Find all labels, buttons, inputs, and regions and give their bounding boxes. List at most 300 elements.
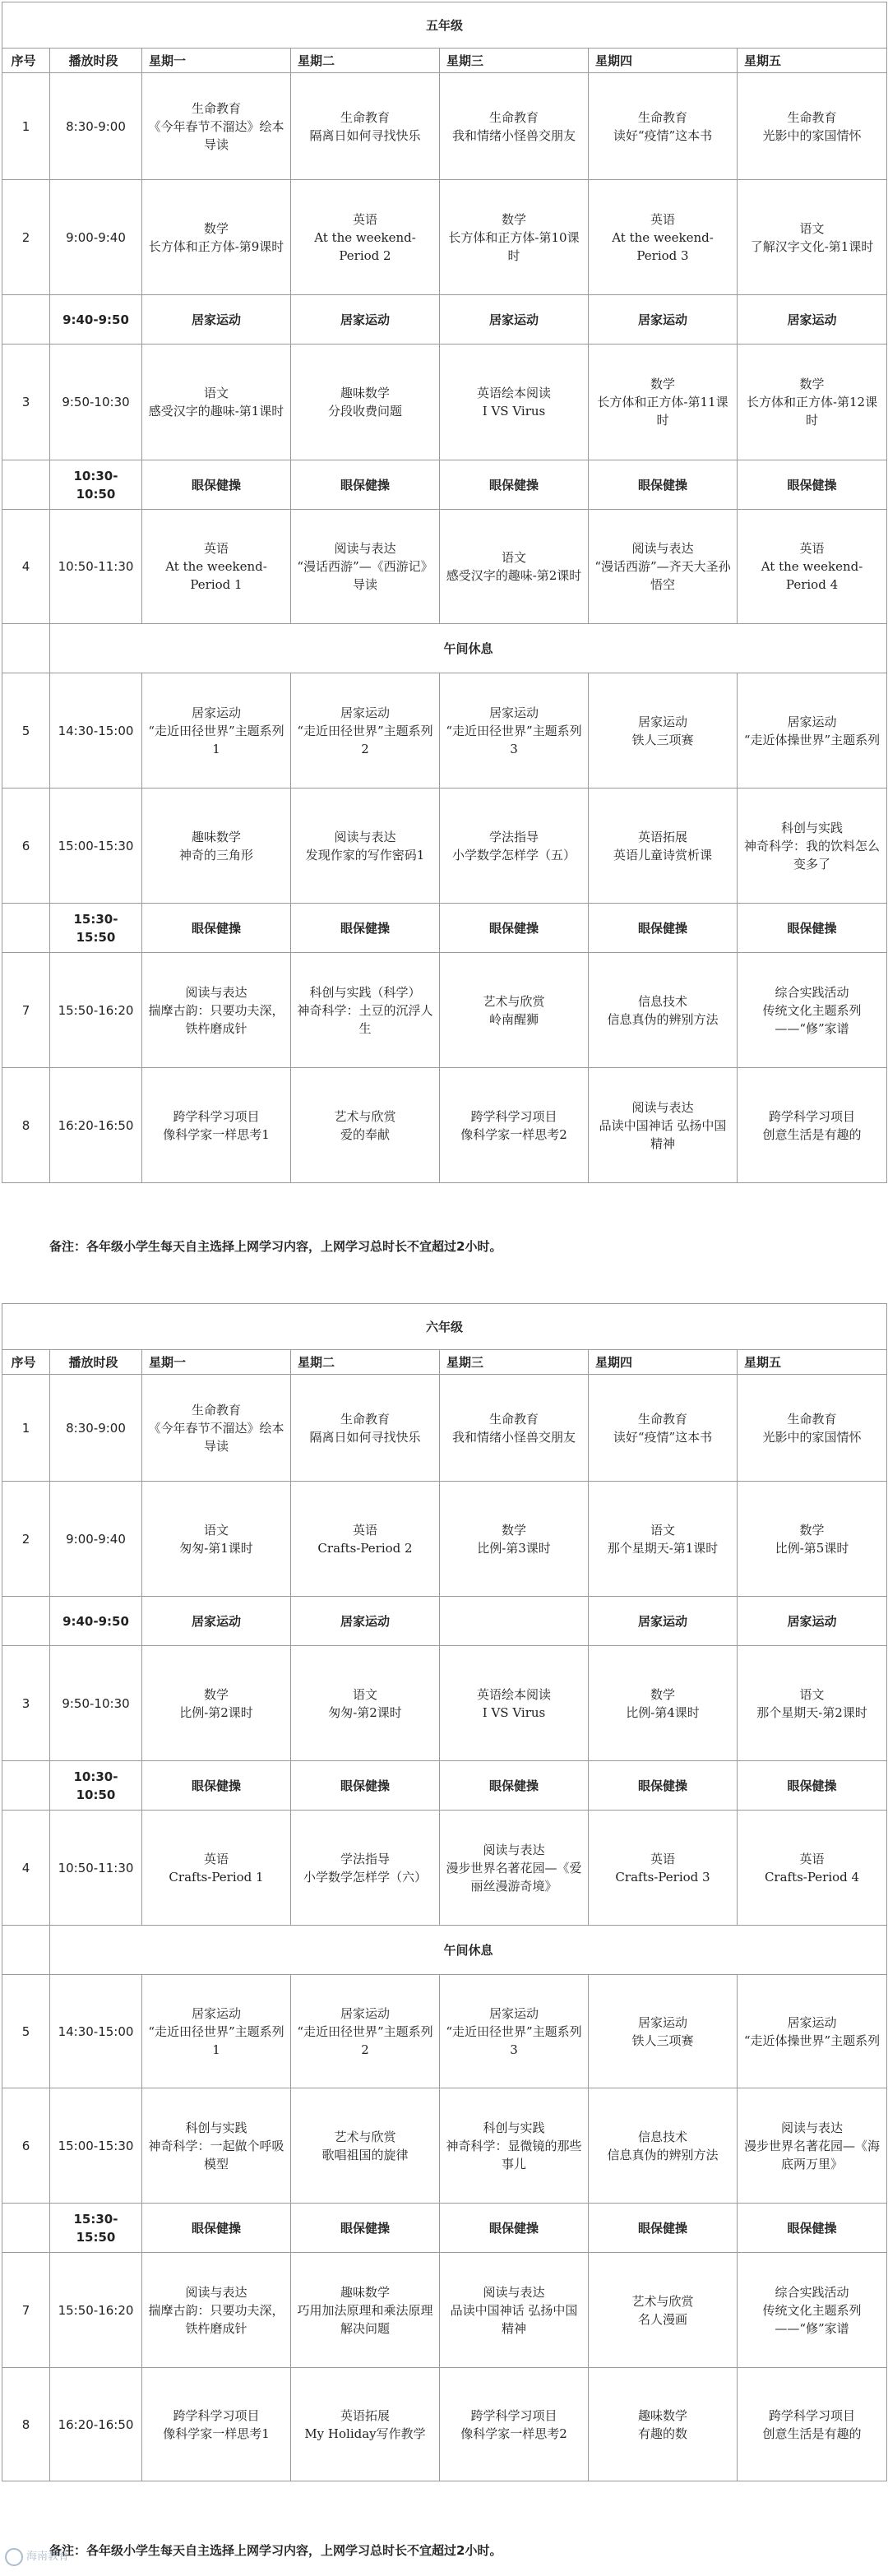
time-slot: 10:30-10:50: [50, 1761, 142, 1811]
lesson-topic: 品读中国神话 弘扬中国精神: [599, 1117, 727, 1151]
lesson-subject: 英语绘本阅读: [476, 1686, 551, 1702]
lesson-topic: At the weekend-Period 1: [165, 559, 267, 592]
lesson-topic: At the weekend-Period 4: [761, 559, 863, 592]
lesson-cell: [291, 345, 440, 460]
lesson-topic: 比例-第4课时: [626, 1704, 700, 1720]
lesson-topic: 那个星期天-第2课时: [756, 1704, 867, 1720]
time-slot: 16:20-16:50: [50, 1068, 142, 1183]
lesson-cell: [291, 953, 440, 1068]
break-cell: 眼保健操: [291, 2204, 440, 2253]
lesson-topic: Crafts-Period 3: [615, 1869, 710, 1885]
row-number: 2: [2, 1482, 50, 1597]
row-number: [2, 904, 50, 953]
time-slot: 16:20-16:50: [50, 2368, 142, 2481]
lesson-subject: 阅读与表达: [631, 1099, 694, 1115]
noon-break-label: 午间休息: [50, 1926, 887, 1975]
lesson-subject: 趣味数学: [191, 829, 241, 844]
table-row: [2, 1068, 887, 1183]
lesson-topic: “走近体操世界”主题系列: [743, 2033, 881, 2048]
lesson-topic: 匆匆-第2课时: [328, 1704, 402, 1720]
lesson-cell: [738, 673, 887, 789]
row-number: 4: [2, 1811, 50, 1926]
break-cell: 眼保健操: [589, 460, 738, 510]
lesson-cell: [142, 673, 291, 789]
table-row: [2, 1482, 887, 1597]
row-number: 3: [2, 1646, 50, 1761]
lesson-cell: [440, 510, 589, 624]
time-slot: 15:00-15:30: [50, 789, 142, 904]
lesson-topic: 创意生活是有趣的: [762, 1126, 862, 1142]
lesson-cell: [589, 789, 738, 904]
lesson-cell: [291, 1068, 440, 1183]
lesson-topic: 我和情绪小怪兽交朋友: [451, 1429, 576, 1445]
lesson-topic: 信息真伪的辨别方法: [607, 1011, 719, 1027]
table-row: [2, 2253, 887, 2368]
lesson-cell: [440, 2253, 589, 2368]
lesson-topic: 长方体和正方体-第12课时: [746, 395, 878, 428]
col-header-mon: 星期一: [142, 49, 291, 73]
time-slot: 9:00-9:40: [50, 180, 142, 295]
lesson-cell: [142, 180, 291, 295]
grade5-note: 备注：各年级小学生每天自主选择上网学习内容，上网学习总时长不宜超过2小时。: [49, 1239, 502, 1254]
lesson-topic: 品读中国神话 弘扬中国精神: [450, 2302, 578, 2336]
lesson-cell: [589, 73, 738, 180]
lesson-subject: 阅读与表达: [334, 541, 396, 556]
break-cell: 眼保健操: [291, 904, 440, 953]
lesson-topic: 岭南醒狮: [488, 1011, 539, 1027]
lesson-cell: [589, 1068, 738, 1183]
table-row: [2, 180, 887, 295]
lesson-subject: 数学: [650, 1686, 675, 1702]
lesson-subject: 英语拓展: [340, 2407, 390, 2423]
lesson-subject: 阅读与表达: [483, 1842, 545, 1857]
lesson-cell: [440, 673, 589, 789]
lesson-subject: 数学: [799, 377, 825, 391]
lesson-subject: 生命教育: [488, 109, 539, 125]
lesson-subject: 跨学科学习项目: [173, 1108, 260, 1124]
lesson-topic: 名人漫画: [637, 2311, 687, 2327]
lesson-topic: “走近田径世界”主题系列1: [148, 723, 284, 756]
lesson-subject: 语文: [352, 1686, 377, 1702]
lesson-subject: 居家运动: [191, 2005, 241, 2021]
lesson-subject: 生命教育: [637, 109, 687, 125]
break-cell: 居家运动: [738, 1597, 887, 1646]
lesson-subject: 居家运动: [340, 705, 390, 720]
col-header-no: 序号: [2, 49, 50, 73]
time-slot: 9:40-9:50: [50, 295, 142, 345]
lesson-subject: 跨学科学习项目: [769, 2407, 856, 2423]
lesson-cell: [440, 1375, 589, 1482]
break-cell: 眼保健操: [589, 2204, 738, 2253]
watermark-logo-icon: [5, 2548, 23, 2566]
row-number: 8: [2, 2368, 50, 2481]
break-cell: 居家运动: [142, 295, 291, 345]
grade6-note: 备注：各年级小学生每天自主选择上网学习内容，上网学习总时长不宜超过2小时。: [49, 2543, 502, 2558]
break-cell: 眼保健操: [440, 1761, 589, 1811]
break-cell: 眼保健操: [440, 460, 589, 510]
lesson-cell: [291, 180, 440, 295]
col-header-no: 序号: [2, 1350, 50, 1375]
lesson-topic: “走近田径世界”主题系列3: [446, 723, 582, 756]
row-number: 5: [2, 1975, 50, 2088]
lesson-topic: 像科学家一样思考1: [163, 1126, 270, 1142]
lesson-subject: 科创与实践: [781, 820, 844, 835]
lesson-topic: 长方体和正方体-第9课时: [148, 238, 284, 254]
lesson-topic: 信息真伪的辨别方法: [607, 2147, 719, 2162]
table-row: [2, 2088, 887, 2204]
lesson-subject: 科创与实践（科学）: [309, 984, 421, 1000]
break-cell: 居家运动: [291, 295, 440, 345]
lesson-cell: [738, 510, 887, 624]
lesson-topic: 《今年春节不溜达》绘本导读: [148, 1420, 284, 1454]
row-number: [2, 1761, 50, 1811]
lesson-topic: 神奇科学：一起做个呼吸模型: [148, 2138, 284, 2171]
break-cell: 眼保健操: [738, 460, 887, 510]
lesson-cell: [589, 2253, 738, 2368]
lesson-subject: 趣味数学: [637, 2407, 687, 2423]
lesson-subject: 阅读与表达: [483, 2284, 545, 2300]
noon-break-row: [2, 624, 887, 673]
lesson-cell: [738, 2253, 887, 2368]
break-cell: 居家运动: [291, 1597, 440, 1646]
watermark: [5, 2547, 69, 2566]
row-number: [2, 460, 50, 510]
lesson-topic: 传统文化主题系列——“修”家谱: [762, 2302, 862, 2336]
lesson-topic: 英语儿童诗赏析课: [613, 847, 712, 863]
lesson-topic: 比例-第5课时: [775, 1540, 849, 1556]
lesson-cell: [738, 1068, 887, 1183]
lesson-subject: 科创与实践: [185, 2120, 247, 2135]
break-cell: 居家运动: [589, 1597, 738, 1646]
lesson-topic: “漫话西游”—《西游记》导读: [297, 559, 433, 592]
lesson-subject: 趣味数学: [340, 2284, 390, 2300]
lesson-topic: “走近体操世界”主题系列: [743, 732, 881, 747]
grade5-schedule-table: [2, 2, 887, 1183]
lesson-subject: 阅读与表达: [631, 541, 694, 556]
lesson-cell: [142, 953, 291, 1068]
break-cell: 眼保健操: [440, 2204, 589, 2253]
lesson-cell: [738, 345, 887, 460]
table-row: [2, 345, 887, 460]
break-cell: 眼保健操: [738, 904, 887, 953]
lesson-cell: [738, 73, 887, 180]
lesson-topic: 长方体和正方体-第11课时: [597, 395, 728, 428]
break-row: [2, 295, 887, 345]
lesson-topic: My Holiday写作教学: [304, 2426, 426, 2441]
break-cell: 眼保健操: [589, 904, 738, 953]
time-slot: 9:40-9:50: [50, 1597, 142, 1646]
lesson-cell: [291, 789, 440, 904]
lesson-topic: 匆匆-第1课时: [179, 1540, 253, 1556]
table-row: [2, 953, 887, 1068]
row-number: [2, 1926, 50, 1975]
row-number: 1: [2, 1375, 50, 1482]
lesson-subject: 居家运动: [787, 714, 837, 729]
col-header-mon: 星期一: [142, 1350, 291, 1375]
lesson-topic: 巧用加法原理和乘法原理解决问题: [297, 2302, 433, 2336]
break-cell: 眼保健操: [291, 460, 440, 510]
col-header-tue: 星期二: [291, 1350, 440, 1375]
lesson-cell: [142, 1975, 291, 2088]
time-slot: 9:00-9:40: [50, 1482, 142, 1597]
lesson-subject: 数学: [799, 1522, 825, 1538]
lesson-topic: 神奇科学：我的饮料怎么变多了: [744, 838, 881, 872]
lesson-subject: 信息技术: [637, 993, 687, 1009]
break-row: [2, 2204, 887, 2253]
time-slot: 15:00-15:30: [50, 2088, 142, 2204]
lesson-topic: 铁人三项赛: [631, 732, 694, 747]
lesson-cell: [589, 2088, 738, 2204]
time-slot: 10:50-11:30: [50, 510, 142, 624]
lesson-subject: 英语绘本阅读: [476, 386, 551, 400]
table-row: [2, 510, 887, 624]
lesson-subject: 生命教育: [637, 1411, 687, 1427]
lesson-topic: 创意生活是有趣的: [762, 2426, 862, 2441]
lesson-subject: 学法指导: [340, 1851, 390, 1866]
lesson-topic: 神奇的三角形: [178, 847, 253, 863]
time-slot: 8:30-9:00: [50, 1375, 142, 1482]
lesson-topic: 读好“疫情”这本书: [613, 1429, 713, 1445]
lesson-subject: 跨学科学习项目: [769, 1108, 856, 1124]
col-header-thu: 星期四: [589, 1350, 738, 1375]
lesson-subject: 居家运动: [340, 2005, 390, 2021]
lesson-cell: [291, 673, 440, 789]
lesson-cell: [142, 345, 291, 460]
lesson-subject: 综合实践活动: [775, 2284, 849, 2300]
lesson-cell: [440, 345, 589, 460]
break-row: [2, 460, 887, 510]
row-number: 3: [2, 345, 50, 460]
row-number: [2, 1597, 50, 1646]
time-slot: 15:30-15:50: [50, 2204, 142, 2253]
lesson-subject: 生命教育: [787, 1411, 837, 1427]
lesson-cell: [142, 73, 291, 180]
lesson-cell: [142, 1375, 291, 1482]
lesson-topic: 铁人三项赛: [631, 2033, 694, 2048]
lesson-topic: 爱的奉献: [340, 1126, 390, 1142]
lesson-subject: 阅读与表达: [781, 2120, 844, 2135]
lesson-topic: 比例-第3课时: [477, 1540, 551, 1556]
break-cell: 眼保健操: [142, 2204, 291, 2253]
row-number: 2: [2, 180, 50, 295]
break-cell: 居家运动: [738, 295, 887, 345]
watermark-text: 海南教育: [26, 2551, 70, 2563]
lesson-topic: 传统文化主题系列——“修”家谱: [762, 1002, 862, 1036]
lesson-cell: [589, 953, 738, 1068]
lesson-topic: Crafts-Period 2: [317, 1540, 413, 1556]
lesson-topic: At the weekend-Period 3: [612, 229, 714, 263]
lesson-subject: 英语: [203, 1851, 229, 1866]
lesson-subject: 数学: [650, 377, 675, 391]
lesson-cell: [291, 1375, 440, 1482]
lesson-cell: [589, 1975, 738, 2088]
lesson-subject: 英语拓展: [637, 829, 687, 844]
table-row: [2, 673, 887, 789]
lesson-cell: [440, 1975, 589, 2088]
lesson-topic: “漫话西游”—齐天大圣孙悟空: [594, 559, 731, 592]
lesson-cell: [440, 2368, 589, 2481]
table-row: [2, 1375, 887, 1482]
lesson-cell: [738, 180, 887, 295]
lesson-subject: 语文: [203, 1522, 229, 1538]
lesson-subject: 学法指导: [488, 829, 539, 844]
time-slot: 10:30-10:50: [50, 460, 142, 510]
lesson-subject: 阅读与表达: [185, 984, 247, 1000]
time-slot: 10:50-11:30: [50, 1811, 142, 1926]
lesson-subject: 英语: [799, 1851, 825, 1866]
table-row: [2, 1975, 887, 2088]
lesson-subject: 数学: [203, 1686, 229, 1702]
lesson-subject: 英语: [352, 1522, 377, 1538]
break-cell: 眼保健操: [291, 1761, 440, 1811]
lesson-topic: Crafts-Period 4: [764, 1869, 860, 1885]
lesson-subject: 阅读与表达: [334, 829, 396, 844]
lesson-cell: [589, 1646, 738, 1761]
lesson-cell: [291, 1482, 440, 1597]
lesson-topic: 小学数学怎样学（六）: [303, 1869, 427, 1885]
lesson-cell: [738, 789, 887, 904]
lesson-subject: 数学: [501, 211, 526, 227]
lesson-cell: [291, 2088, 440, 2204]
lesson-topic: 神奇科学：土豆的沉浮人生: [297, 1002, 433, 1036]
row-number: [2, 295, 50, 345]
lesson-cell: [440, 1811, 589, 1926]
lesson-topic: “走近田径世界”主题系列1: [148, 2023, 284, 2057]
lesson-cell: [440, 953, 589, 1068]
noon-break-label: 午间休息: [50, 624, 887, 673]
lesson-cell: [589, 1482, 738, 1597]
lesson-topic: 漫步世界名著花园—《海底两万里》: [744, 2138, 881, 2171]
lesson-subject: 语文: [501, 550, 526, 565]
lesson-subject: 生命教育: [340, 1411, 390, 1427]
row-number: 5: [2, 673, 50, 789]
lesson-topic: “走近田径世界”主题系列2: [297, 2023, 433, 2057]
lesson-topic: 有趣的数: [637, 2426, 687, 2441]
lesson-cell: [738, 953, 887, 1068]
lesson-cell: [738, 1646, 887, 1761]
lesson-subject: 英语: [352, 211, 377, 227]
lesson-subject: 艺术与欣赏: [483, 993, 545, 1009]
lesson-cell: [589, 1375, 738, 1482]
noon-break-row: [2, 1926, 887, 1975]
col-header-thu: 星期四: [589, 49, 738, 73]
lesson-cell: [291, 510, 440, 624]
lesson-subject: 居家运动: [488, 2005, 539, 2021]
lesson-subject: 英语: [203, 541, 229, 556]
lesson-subject: 居家运动: [637, 714, 687, 729]
break-cell: 眼保健操: [738, 2204, 887, 2253]
table-row: [2, 1811, 887, 1926]
lesson-cell: [291, 73, 440, 180]
lesson-subject: 英语: [650, 1851, 675, 1866]
lesson-topic: 像科学家一样思考2: [460, 2426, 567, 2441]
lesson-topic: 漫步世界名著花园—《爱丽丝漫游奇境》: [446, 1860, 582, 1894]
lesson-subject: 艺术与欣赏: [334, 1108, 396, 1124]
lesson-cell: [589, 673, 738, 789]
lesson-topic: 分段收费问题: [327, 404, 402, 419]
lesson-subject: 跨学科学习项目: [470, 1108, 557, 1124]
lesson-cell: [589, 510, 738, 624]
table-row: [2, 789, 887, 904]
grade6-title: 六年级: [2, 1304, 887, 1350]
time-slot: 8:30-9:00: [50, 73, 142, 180]
lesson-subject: 居家运动: [488, 705, 539, 720]
time-slot: 9:50-10:30: [50, 1646, 142, 1761]
break-row: [2, 1597, 887, 1646]
break-cell: 眼保健操: [142, 460, 291, 510]
lesson-topic: 隔离日如何寻找快乐: [309, 1429, 421, 1445]
lesson-cell: [738, 2088, 887, 2204]
grade6-schedule-table: [2, 1303, 887, 2481]
lesson-cell: [738, 1811, 887, 1926]
lesson-cell: [142, 1068, 291, 1183]
lesson-topic: 读好“疫情”这本书: [613, 127, 713, 143]
col-header-tue: 星期二: [291, 49, 440, 73]
lesson-subject: 趣味数学: [340, 386, 390, 400]
row-number: 8: [2, 1068, 50, 1183]
table-row: [2, 2368, 887, 2481]
lesson-subject: 语文: [799, 1686, 825, 1702]
lesson-topic: 比例-第2课时: [179, 1704, 253, 1720]
lesson-cell: [589, 1811, 738, 1926]
break-cell: 居家运动: [142, 1597, 291, 1646]
lesson-topic: 像科学家一样思考2: [460, 1126, 567, 1142]
lesson-topic: 《今年春节不溜达》绘本导读: [148, 118, 284, 152]
lesson-cell: [291, 2253, 440, 2368]
break-cell: 居家运动: [589, 295, 738, 345]
break-cell: 眼保健操: [589, 1761, 738, 1811]
lesson-topic: 那个星期天-第1课时: [607, 1540, 719, 1556]
lesson-subject: 艺术与欣赏: [334, 2129, 396, 2144]
row-number: 7: [2, 2253, 50, 2368]
lesson-cell: [142, 1811, 291, 1926]
lesson-topic: 神奇科学：显微镜的那些事儿: [446, 2138, 582, 2171]
time-slot: 15:30-15:50: [50, 904, 142, 953]
lesson-topic: 隔离日如何寻找快乐: [309, 127, 421, 143]
lesson-subject: 居家运动: [637, 2014, 687, 2030]
lesson-cell: [440, 1646, 589, 1761]
lesson-topic: 像科学家一样思考1: [163, 2426, 270, 2441]
lesson-subject: 综合实践活动: [775, 984, 849, 1000]
time-slot: 15:50-16:20: [50, 953, 142, 1068]
lesson-subject: 跨学科学习项目: [173, 2407, 260, 2423]
lesson-cell: [142, 2088, 291, 2204]
lesson-subject: 艺术与欣赏: [631, 2293, 694, 2309]
lesson-topic: 感受汉字的趣味-第2课时: [446, 568, 582, 583]
lesson-cell: [291, 1646, 440, 1761]
lesson-cell: [440, 2088, 589, 2204]
grade5-title: 五年级: [2, 2, 887, 49]
row-number: 7: [2, 953, 50, 1068]
lesson-subject: 语文: [203, 386, 229, 400]
break-cell: 眼保健操: [738, 1761, 887, 1811]
lesson-cell: [291, 2368, 440, 2481]
row-number: 4: [2, 510, 50, 624]
lesson-topic: 了解汉字文化-第1课时: [750, 238, 874, 254]
lesson-subject: 英语: [799, 541, 825, 556]
row-number: [2, 2204, 50, 2253]
lesson-subject: 信息技术: [637, 2129, 687, 2144]
lesson-subject: 数学: [501, 1522, 526, 1538]
lesson-topic: 我和情绪小怪兽交朋友: [451, 127, 576, 143]
lesson-topic: “走近田径世界”主题系列2: [297, 723, 433, 756]
row-number: 6: [2, 789, 50, 904]
break-cell: 眼保健操: [440, 904, 589, 953]
lesson-subject: 语文: [650, 1522, 675, 1538]
lesson-subject: 生命教育: [340, 109, 390, 125]
row-number: 6: [2, 2088, 50, 2204]
break-cell: 眼保健操: [142, 1761, 291, 1811]
